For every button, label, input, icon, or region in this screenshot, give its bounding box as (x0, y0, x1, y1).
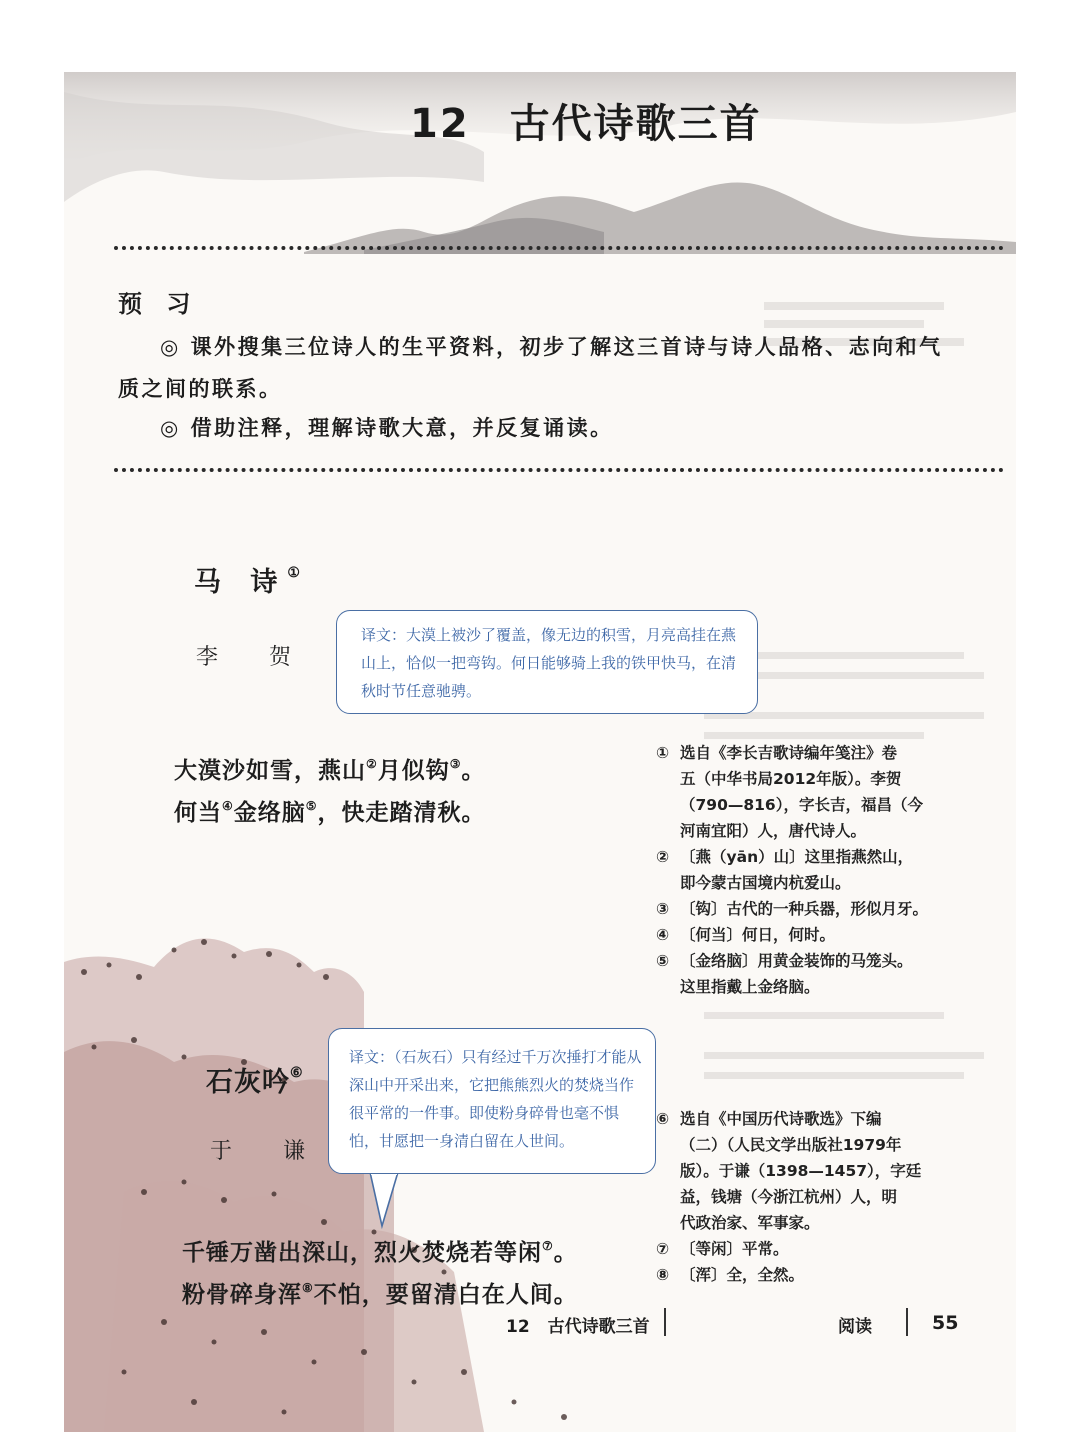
footer-chapter-number: 12 (506, 1317, 530, 1337)
footnote: ② 〔燕（yān）山〕这里指燕然山， 即今蒙古国境内杭爱山。 (656, 848, 914, 892)
poem-author-yu-qian: 于 谦 (210, 1139, 327, 1164)
footnote: ⑤ 〔金络脑〕用黄金装饰的马笼头。 这里指戴上金络脑。 (656, 952, 913, 996)
page-number: 55 (932, 1312, 959, 1334)
divider-bottom (114, 468, 1004, 472)
poem-line: 大漠沙如雪，燕山②月似钩③。 (174, 757, 486, 784)
poem-title-shi-hui-yin: 石灰吟⑥ (206, 1065, 303, 1098)
preview-heading: 预 习 (118, 289, 199, 318)
preview-item: ◎ 课外搜集三位诗人的生平资料，初步了解这三首诗与诗人品格、志向和气质之间的联系。 (118, 334, 943, 401)
poem-title-ma-shi: 马 诗① (194, 565, 300, 598)
chapter-number: 12 (410, 101, 470, 147)
footer-chapter (506, 1312, 650, 1337)
chapter-title (410, 92, 762, 149)
footnotes-ma-shi (656, 740, 996, 1000)
poem-author-li-he: 李 贺 (196, 645, 313, 670)
textbook-page (64, 72, 1016, 1432)
poem-line: 何当④金络脑⑤，快走踏清秋。 (174, 799, 486, 826)
footnote-mark: ⑥ (290, 1065, 303, 1081)
poem-line: 千锤万凿出深山，烈火焚烧若等闲⑦。 (182, 1239, 578, 1266)
preview-item: ◎ 借助注释，理解诗歌大意，并反复诵读。 (160, 415, 614, 440)
translation-bubble-shi-hui-yin: 译文：（石灰石）只有经过千万次捶打才能从深山中开采出来，它把熊熊烈火的焚烧当作很平常的一件事。即使粉身碎骨也毫不惧怕，甘愿把一身清白留在人世间。 (328, 1028, 656, 1174)
footnotes-shi-hui-yin (656, 1106, 996, 1288)
poem-line: 粉骨碎身浑⑧不怕，要留清白在人间。 (182, 1281, 578, 1308)
bubble-tail (364, 1172, 404, 1232)
footnote: ① 选自《李长吉歌诗编年笺注》卷 五（中华书局2012年版）。李贺 （790—816），字长吉，福昌（今 河南宜阳）人，唐代诗人。 (656, 744, 923, 840)
divider-top (114, 246, 1004, 250)
footer-divider (664, 1308, 666, 1336)
translation-bubble-ma-shi: 译文：大漠上被沙了覆盖，像无边的积雪，月亮高挂在燕山上，恰似一把弯钩。何日能够骑上我的铁甲快马，在清秋时节任意驰骋。 (336, 610, 758, 714)
chapter-name: 古代诗歌三首 (509, 100, 762, 147)
footnote: ⑦ 〔等闲〕平常。 (656, 1240, 789, 1258)
footnote: ③ 〔钩〕古代的一种兵器，形似月牙。 (656, 900, 929, 918)
footer-divider (906, 1308, 908, 1336)
footnote: ④ 〔何当〕何日，何时。 (656, 926, 836, 944)
footnote: ⑥ 选自《中国历代诗歌选》下编 （二）（人民文学出版社1979年 版）。于谦（1398—1457），字廷 益，钱塘（今浙江杭州）人，明 代政治家、军事家。 (656, 1110, 922, 1232)
footnote: ⑧ 〔浑〕全，全然。 (656, 1266, 805, 1284)
footer-section: 阅读 (838, 1317, 872, 1337)
footer-chapter-title: 古代诗歌三首 (547, 1317, 650, 1337)
footnote-mark: ① (287, 565, 300, 581)
